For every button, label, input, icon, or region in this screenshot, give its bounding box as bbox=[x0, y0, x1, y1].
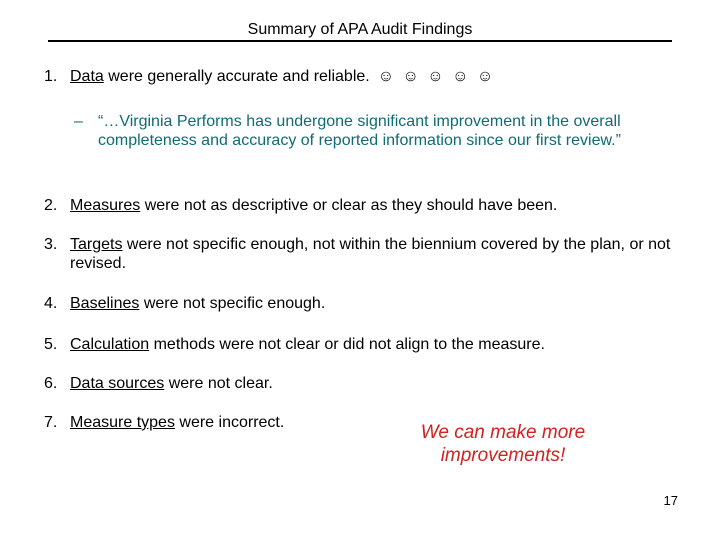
finding-text: were not specific enough. bbox=[139, 295, 326, 312]
finding-item-targets bbox=[44, 235, 694, 273]
finding-item-measures bbox=[44, 196, 694, 215]
audit-quote bbox=[74, 112, 674, 150]
slide-title: Summary of APA Audit Findings bbox=[247, 21, 473, 38]
finding-item-data-sources bbox=[44, 374, 694, 393]
finding-body bbox=[70, 196, 694, 215]
finding-item-data bbox=[44, 67, 694, 86]
finding-term: Measures bbox=[70, 197, 141, 214]
finding-item-calculation bbox=[44, 335, 694, 354]
finding-text: were not specific enough, not within the biennium covered by the plan, or not revised. bbox=[70, 236, 671, 272]
finding-term: Data bbox=[70, 68, 104, 85]
finding-item-measure-types bbox=[44, 413, 374, 432]
finding-number: 7. bbox=[44, 414, 58, 431]
quote-dash: – bbox=[74, 113, 83, 130]
finding-item-baselines bbox=[44, 294, 694, 313]
finding-text: were generally accurate and reliable. bbox=[103, 68, 370, 85]
improvement-callout bbox=[388, 421, 618, 467]
quote-text: “…Virginia Performs has undergone significant improvement in the overall completeness and accuracy of reported information since our first review.” bbox=[98, 113, 621, 149]
callout-line: improvements! bbox=[440, 445, 566, 466]
finding-body bbox=[70, 235, 694, 273]
finding-number: 1. bbox=[44, 68, 58, 85]
finding-number: 3. bbox=[44, 236, 58, 253]
finding-body bbox=[70, 374, 694, 393]
finding-body bbox=[70, 67, 694, 86]
finding-number: 6. bbox=[44, 375, 58, 392]
finding-number: 2. bbox=[44, 197, 58, 214]
finding-term: Data sources bbox=[70, 375, 165, 392]
page-number: 17 bbox=[663, 493, 678, 508]
finding-number: 4. bbox=[44, 295, 58, 312]
finding-number: 5. bbox=[44, 336, 58, 353]
finding-text: were not clear. bbox=[164, 375, 273, 392]
finding-term: Baselines bbox=[70, 295, 140, 312]
smiley-icons: ☺ ☺ ☺ ☺ ☺ bbox=[377, 68, 496, 85]
title-divider bbox=[48, 40, 672, 42]
finding-text: were incorrect. bbox=[174, 414, 285, 431]
finding-term: Measure types bbox=[70, 414, 175, 431]
finding-term: Targets bbox=[70, 236, 123, 253]
finding-text: methods were not clear or did not align to the measure. bbox=[149, 336, 545, 353]
finding-term: Calculation bbox=[70, 336, 150, 353]
callout-line: We can make more bbox=[420, 422, 586, 443]
finding-body bbox=[70, 413, 374, 432]
finding-body bbox=[70, 335, 694, 354]
finding-text: were not as descriptive or clear as they should have been. bbox=[140, 197, 558, 214]
finding-body bbox=[70, 294, 694, 313]
